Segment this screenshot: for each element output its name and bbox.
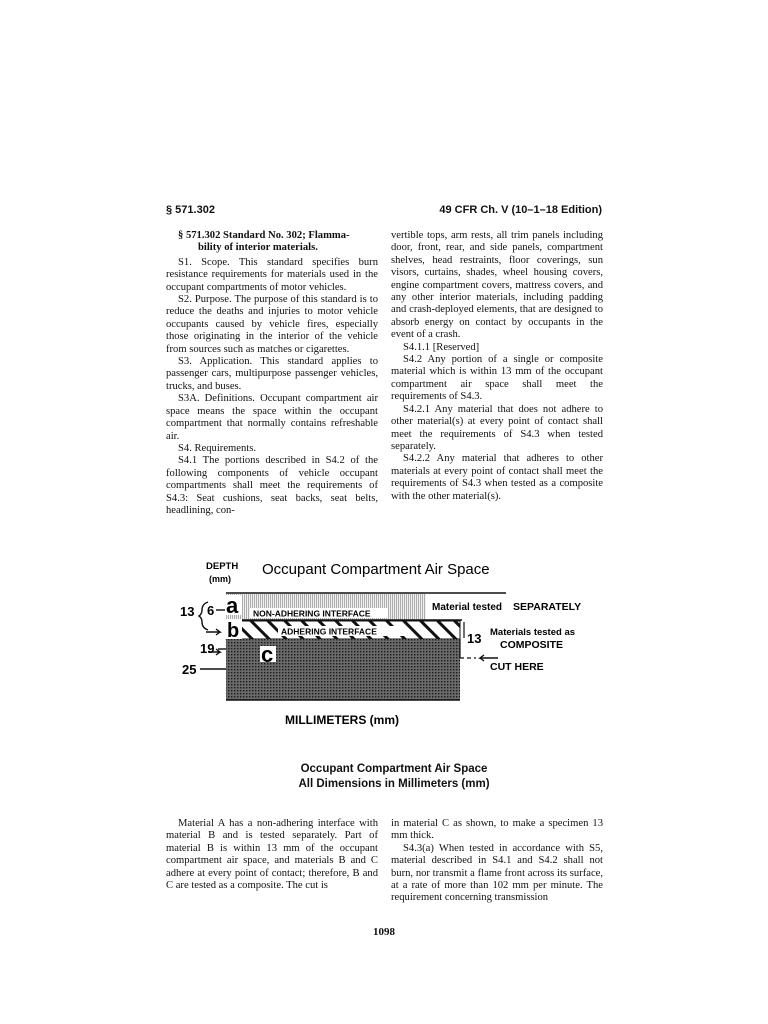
- running-header-right: 49 CFR Ch. V (10–1–18 Edition): [439, 204, 602, 216]
- paragraph: Material A has a non-adhering interface with material B and is tested separately. Part of material B is within 13 mm of the occupant compartment air space, and materials B and C adhere at every point of contact; therefore, B and C are tested as a composite. The cut is: [166, 818, 378, 892]
- dimension-6: 6: [207, 603, 215, 618]
- cut-here-label: CUT HERE: [490, 661, 544, 673]
- letter-a: a: [226, 593, 239, 618]
- tested-separately-line1: Material tested: [432, 602, 503, 613]
- letter-b: b: [227, 620, 240, 642]
- dimension-19: 19: [200, 641, 215, 656]
- depth-unit: (mm): [209, 574, 231, 584]
- letter-c: c: [261, 642, 274, 667]
- section-title-line1: § 571.302 Standard No. 302; Flamma-: [178, 230, 350, 241]
- paragraph: in material C as shown, to make a specimen 13 mm thick.: [391, 818, 603, 842]
- right-dimension-13: 13: [467, 631, 482, 646]
- text-column-2: [391, 230, 603, 503]
- dimension-13: 13: [180, 604, 195, 619]
- paragraph: S4.3(a) When tested in accordance with S5, material described in S4.1 and S4.2 shall not burn, nor transmit a flame front across its surface, at a rate of more than 102 mm per minute. The requirement concerning transmission: [391, 842, 603, 904]
- page-number: 1098: [373, 926, 395, 938]
- paragraph: S4. Requirements.: [178, 442, 256, 454]
- paragraph: S2. Purpose. The purpose of this standard is to reduce the deaths and injuries to motor vehicle occupants caused by vehicle fires, especially those originating in the interior of the vehicle from sources such as matches or cigarettes.: [166, 294, 378, 355]
- paragraph: S4.2.1 Any material that does not adhere to other material(s) at every point of contact shall meet the requirements of S4.3 when tested separately.: [391, 403, 603, 452]
- diagram-title: Occupant Compartment Air Space: [262, 561, 490, 578]
- paragraph: S4.1 The portions described in S4.2 of the following components of vehicle occupant compartments shall meet the requirements of S4.3: Seat cushions, seat backs, seat belts, headlining, con-: [166, 455, 378, 516]
- paragraph: vertible tops, arm rests, all trim panels including door, front, rear, and side panels, compartment shelves, head restraints, floor coverings, sun visors, curtains, shades, wheel housing covers, engine compartment covers, mattress covers, and any other interior materials, including padding and crash-deployed elements, that are designed to absorb energy on contact by occupants in the event of a crash.: [391, 230, 603, 341]
- dimension-25: 25: [182, 662, 197, 677]
- text-column-3: [166, 818, 378, 892]
- adhering-interface-label: ADHERING INTERFACE: [281, 626, 377, 637]
- running-header-left: § 571.302: [166, 204, 215, 216]
- paragraph: S4.1.1 [Reserved]: [403, 341, 480, 353]
- text-column-1: [166, 230, 378, 517]
- air-space-diagram: [180, 552, 608, 728]
- figure-caption-line1: Occupant Compartment Air Space: [300, 763, 488, 775]
- non-adhering-interface-label: NON-ADHERING INTERFACE: [253, 608, 371, 619]
- section-title-line2: bility of interior materials.: [198, 242, 318, 254]
- figure-caption-line2: All Dimensions in Millimeters (mm): [298, 778, 490, 790]
- paragraph: S1. Scope. This standard specifies burn resistance requirements for materials used in the occupant compartments of motor vehicles.: [166, 256, 378, 293]
- paragraph: S3. Application. This standard applies to passenger cars, multipurpose passenger vehicles, trucks, and buses.: [166, 356, 378, 392]
- composite-line2: COMPOSITE: [500, 639, 564, 651]
- text-column-4: [391, 818, 603, 905]
- section-title: [166, 230, 378, 255]
- millimeters-label: MILLIMETERS (mm): [285, 713, 399, 727]
- depth-label: DEPTH: [206, 561, 239, 572]
- tested-separately-line2: SEPARATELY: [513, 601, 582, 613]
- paragraph: S3A. Definitions. Occupant compartment air space means the space within the occupant compartment that normally contains refreshable air.: [166, 393, 378, 442]
- paragraph: S4.2 Any portion of a single or composite material which is within 13 mm of the occupant compartment air space shall meet the requirements of S4.3.: [391, 354, 603, 403]
- paragraph: S4.2.2 Any material that adheres to other materials at every point of contact shall meet the requirements of S4.3 when tested as a composite with the other material(s).: [391, 453, 603, 502]
- composite-line1: Materials tested as: [490, 627, 576, 638]
